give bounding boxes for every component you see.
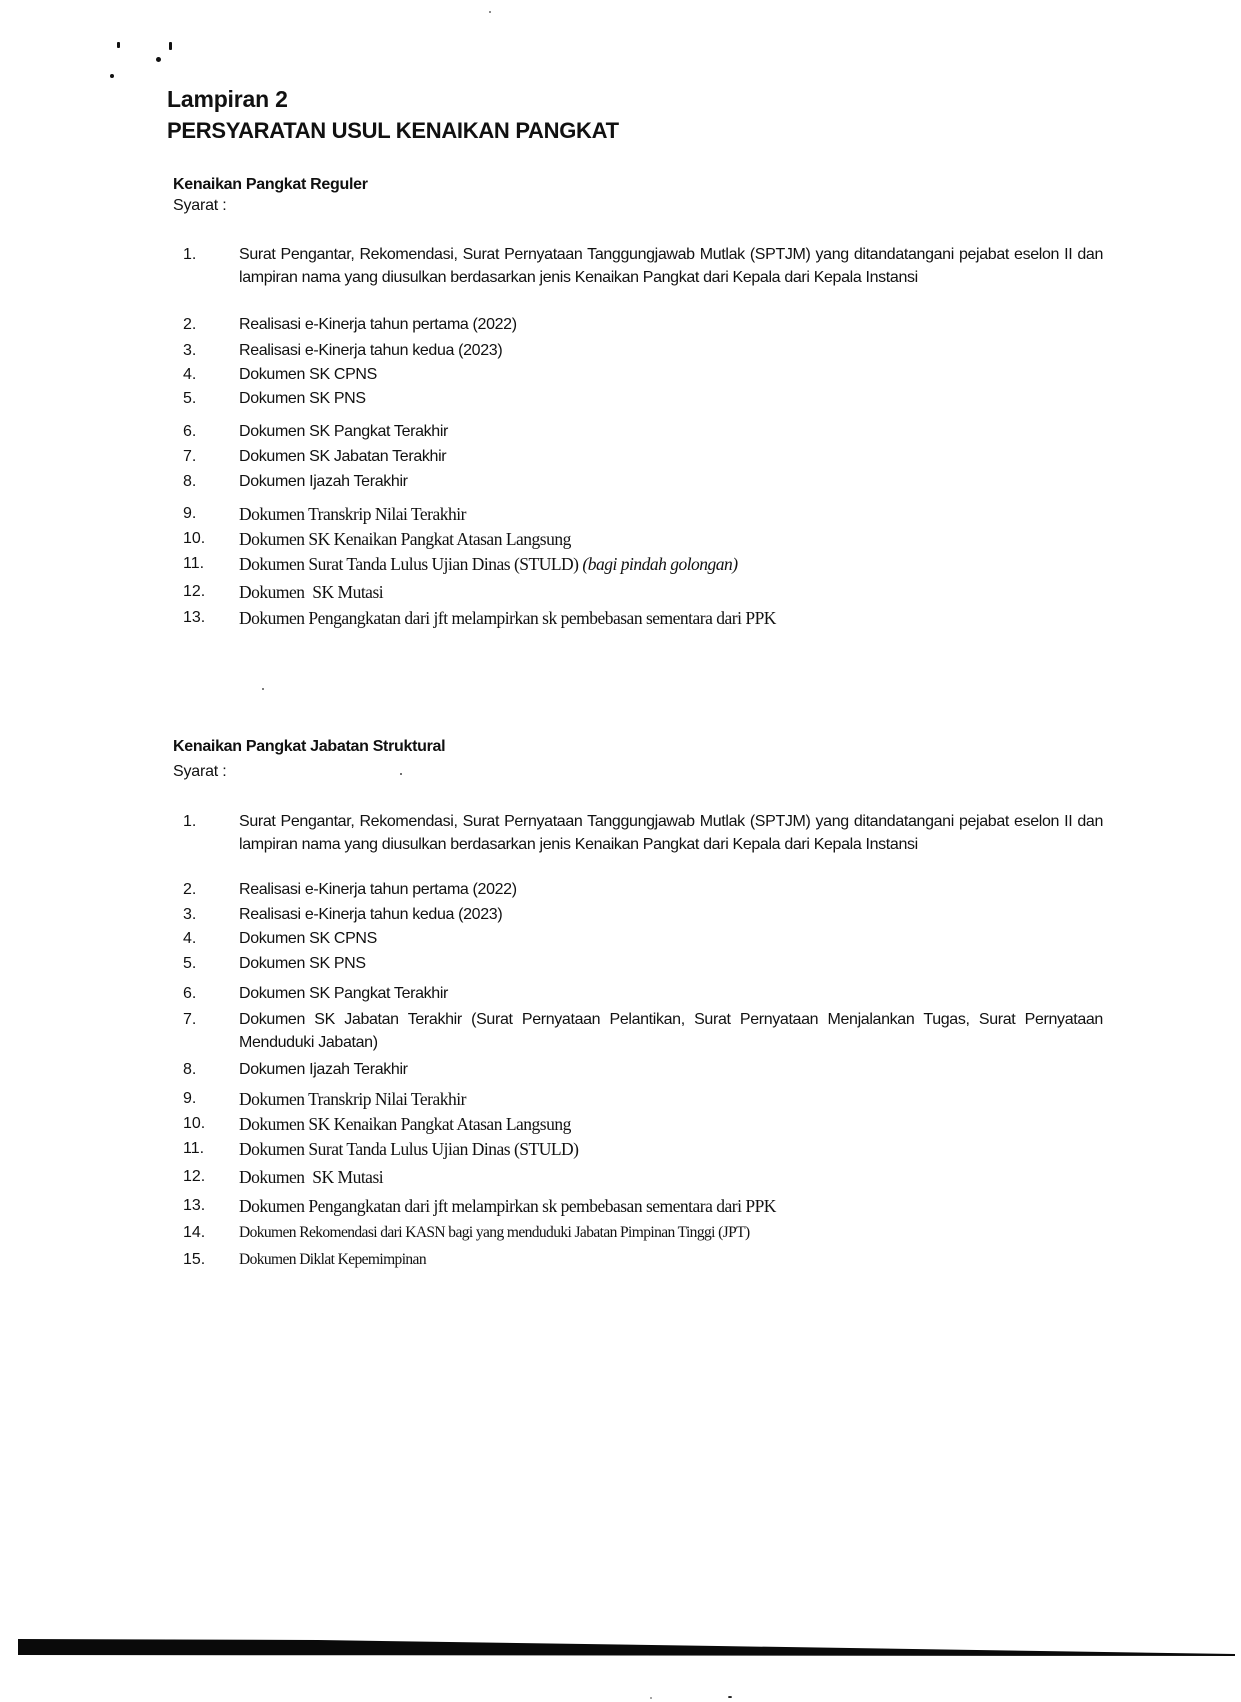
list-item-text bbox=[239, 503, 1103, 526]
list-item-number: 12. bbox=[183, 1168, 206, 1185]
list-item-main-text: Dokumen SK Mutasi bbox=[239, 1167, 384, 1187]
list-item-number: 13. bbox=[183, 609, 206, 626]
list-item bbox=[183, 581, 1103, 604]
list-item-text bbox=[239, 421, 1103, 444]
list-item-main-text: Dokumen Surat Tanda Lulus Ujian Dinas (STULD) bbox=[239, 554, 579, 574]
list-item-number: 1. bbox=[183, 246, 197, 263]
list-item-text bbox=[239, 607, 1103, 630]
list-item-number: 9. bbox=[183, 505, 197, 522]
list-item-number: 12. bbox=[183, 583, 206, 600]
list-item bbox=[183, 1113, 1103, 1136]
list-item-number: 2. bbox=[183, 881, 197, 898]
list-item-text bbox=[239, 388, 1103, 411]
list-item-main-text: Dokumen SK CPNS bbox=[239, 366, 377, 383]
list-item-main-text: Dokumen Pengangkatan dari jft melampirkan sk pembebasan sementara dari PPK bbox=[239, 1196, 776, 1216]
list-item-text bbox=[239, 811, 1108, 856]
list-item-text bbox=[239, 528, 1103, 551]
appendix-label: Lampiran 2 bbox=[167, 86, 288, 112]
footer-rule bbox=[18, 1639, 1235, 1656]
list-item-text bbox=[239, 904, 1103, 927]
list-item-main-text: Dokumen Surat Tanda Lulus Ujian Dinas (STULD) bbox=[239, 1139, 579, 1159]
list-item bbox=[183, 553, 1103, 576]
list-item bbox=[183, 607, 1103, 630]
list-item-main-text: Dokumen Rekomendasi dari KASN bagi yang menduduki Jabatan Pimpinan Tinggi (JPT) bbox=[239, 1224, 750, 1241]
list-item-main-text: Dokumen SK Pangkat Terakhir bbox=[239, 423, 449, 440]
list-item bbox=[183, 1009, 1108, 1054]
list-item-number: 3. bbox=[183, 906, 197, 923]
list-item-number: 8. bbox=[183, 1061, 197, 1078]
list-item-text bbox=[239, 446, 1103, 469]
list-item bbox=[183, 1249, 1103, 1272]
list-item-number: 5. bbox=[183, 390, 197, 407]
list-item-main-text: Dokumen Diklat Kepemimpinan bbox=[239, 1251, 426, 1268]
list-item bbox=[183, 314, 1103, 337]
list-item-number: 14. bbox=[183, 1224, 206, 1241]
list-item bbox=[183, 811, 1108, 856]
list-item-text bbox=[239, 1222, 1103, 1245]
list-item-text bbox=[239, 1088, 1103, 1111]
requirements-label: Syarat : bbox=[173, 197, 227, 214]
list-item-number: 15. bbox=[183, 1251, 206, 1268]
list-item-text bbox=[239, 244, 1108, 289]
list-item-main-text: Realisasi e-Kinerja tahun pertama (2022) bbox=[239, 881, 517, 898]
section-heading-reguler: Kenaikan Pangkat Reguler bbox=[173, 176, 368, 193]
list-item-text bbox=[239, 471, 1103, 494]
scan-speck bbox=[262, 688, 264, 690]
requirements-label: Syarat : bbox=[173, 763, 227, 780]
list-item-text bbox=[239, 1059, 1103, 1082]
list-item-number: 13. bbox=[183, 1197, 206, 1214]
document-title: PERSYARATAN USUL KENAIKAN PANGKAT bbox=[167, 118, 619, 143]
list-item-text bbox=[239, 1009, 1108, 1054]
list-item-number: 11. bbox=[183, 555, 205, 572]
list-item-text bbox=[239, 314, 1103, 337]
scan-speck bbox=[117, 42, 120, 48]
list-item-text bbox=[239, 1113, 1103, 1136]
scan-speck bbox=[156, 57, 161, 62]
list-item-text bbox=[239, 581, 1103, 604]
list-item-number: 6. bbox=[183, 985, 197, 1002]
scan-speck bbox=[400, 773, 402, 775]
list-item-number: 9. bbox=[183, 1090, 197, 1107]
list-item-text bbox=[239, 953, 1103, 976]
list-item bbox=[183, 421, 1103, 444]
section-heading-struktural: Kenaikan Pangkat Jabatan Struktural bbox=[173, 738, 446, 755]
list-item-number: 7. bbox=[183, 1011, 197, 1028]
list-item-number: 10. bbox=[183, 530, 206, 547]
list-item-number: 7. bbox=[183, 448, 197, 465]
list-item-text bbox=[239, 364, 1103, 387]
list-item-main-text: Dokumen SK Kenaikan Pangkat Atasan Langsung bbox=[239, 529, 571, 549]
list-item-number: 6. bbox=[183, 423, 197, 440]
list-item-main-text: Surat Pengantar, Rekomendasi, Surat Pernyataan Tanggungjawab Mutlak (SPTJM) yang ditandatangani pejabat eselon II dan lampiran nama yang diusulkan berdasarkan jenis Kenaikan Pangkat dari Kepala dari Kepala Instansi bbox=[239, 813, 1108, 853]
list-item-main-text: Dokumen Transkrip Nilai Terakhir bbox=[239, 504, 466, 524]
list-item-number: 3. bbox=[183, 342, 197, 359]
list-item-main-text: Dokumen SK Jabatan Terakhir (Surat Pernyataan Pelantikan, Surat Pernyataan Menjalankan Tugas, Surat Pernyataan Menduduki Jabatan) bbox=[239, 1011, 1108, 1051]
list-item-main-text: Dokumen Ijazah Terakhir bbox=[239, 1061, 408, 1078]
list-item bbox=[183, 471, 1103, 494]
list-item-main-text: Surat Pengantar, Rekomendasi, Surat Pernyataan Tanggungjawab Mutlak (SPTJM) yang ditandatangani pejabat eselon II dan lampiran nama yang diusulkan berdasarkan jenis Kenaikan Pangkat dari Kepala dari Kepala Instansi bbox=[239, 246, 1108, 286]
list-item bbox=[183, 1222, 1103, 1245]
list-item bbox=[183, 928, 1103, 951]
list-item bbox=[183, 1088, 1103, 1111]
list-item bbox=[183, 1195, 1103, 1218]
list-item-text bbox=[239, 928, 1103, 951]
list-item-main-text: Realisasi e-Kinerja tahun pertama (2022) bbox=[239, 316, 517, 333]
list-item bbox=[183, 879, 1103, 902]
scan-speck bbox=[169, 42, 172, 50]
list-item-main-text: Dokumen Transkrip Nilai Terakhir bbox=[239, 1089, 466, 1109]
list-item-text bbox=[239, 983, 1103, 1006]
list-item-main-text: Dokumen SK PNS bbox=[239, 955, 366, 972]
list-item bbox=[183, 503, 1103, 526]
list-item-main-text: Dokumen Ijazah Terakhir bbox=[239, 473, 408, 490]
list-item-main-text: Dokumen SK Pangkat Terakhir bbox=[239, 985, 449, 1002]
list-item-text bbox=[239, 1166, 1103, 1189]
list-item-text bbox=[239, 879, 1103, 902]
list-item bbox=[183, 1138, 1103, 1161]
list-item-text bbox=[239, 1195, 1103, 1218]
list-item-main-text: Realisasi e-Kinerja tahun kedua (2023) bbox=[239, 906, 503, 923]
list-item-number: 4. bbox=[183, 930, 197, 947]
list-item-text bbox=[239, 1138, 1103, 1161]
list-item-main-text: Dokumen SK CPNS bbox=[239, 930, 377, 947]
list-item bbox=[183, 528, 1103, 551]
list-item bbox=[183, 388, 1103, 411]
list-item-note: (bagi pindah golongan) bbox=[582, 554, 738, 574]
list-item-number: 10. bbox=[183, 1115, 206, 1132]
list-item bbox=[183, 983, 1103, 1006]
list-item bbox=[183, 904, 1103, 927]
list-item-text bbox=[239, 1249, 1103, 1272]
list-item-main-text: Dokumen SK Mutasi bbox=[239, 582, 384, 602]
list-item-number: 2. bbox=[183, 316, 197, 333]
list-item-number: 8. bbox=[183, 473, 197, 490]
list-item bbox=[183, 244, 1108, 289]
list-item bbox=[183, 1059, 1103, 1082]
list-item bbox=[183, 446, 1103, 469]
scan-speck bbox=[728, 1696, 732, 1698]
footer-rule-shape bbox=[18, 1639, 1235, 1656]
list-item bbox=[183, 364, 1103, 387]
list-item-main-text: Dokumen SK Jabatan Terakhir bbox=[239, 448, 447, 465]
list-item-number: 5. bbox=[183, 955, 197, 972]
list-item-main-text: Dokumen Pengangkatan dari jft melampirkan sk pembebasan sementara dari PPK bbox=[239, 608, 776, 628]
list-item-number: 1. bbox=[183, 813, 197, 830]
list-item-main-text: Dokumen SK Kenaikan Pangkat Atasan Langsung bbox=[239, 1114, 571, 1134]
scan-speck bbox=[489, 11, 491, 13]
scan-speck bbox=[110, 74, 114, 78]
list-item bbox=[183, 953, 1103, 976]
list-item-main-text: Realisasi e-Kinerja tahun kedua (2023) bbox=[239, 342, 503, 359]
list-item-text bbox=[239, 553, 1103, 576]
list-item-main-text: Dokumen SK PNS bbox=[239, 390, 366, 407]
list-item-text bbox=[239, 340, 1103, 363]
list-item bbox=[183, 1166, 1103, 1189]
list-item-number: 4. bbox=[183, 366, 197, 383]
list-item bbox=[183, 340, 1103, 363]
list-item-number: 11. bbox=[183, 1140, 205, 1157]
scan-speck bbox=[650, 1697, 652, 1699]
